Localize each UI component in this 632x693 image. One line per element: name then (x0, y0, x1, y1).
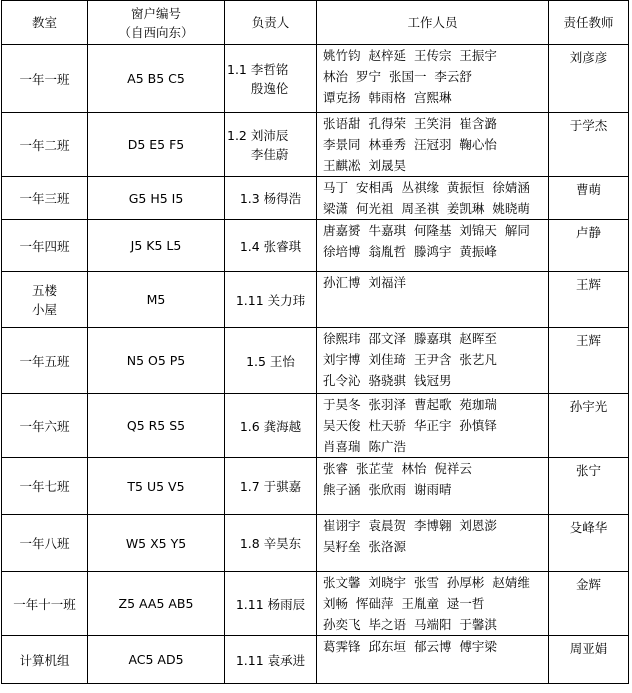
staff-cell (317, 458, 549, 515)
teacher-cell: 殳峰华 (549, 515, 629, 572)
table-row (2, 636, 629, 684)
classroom-cell: 一年五班 (2, 328, 88, 394)
classroom-cell: 一年二班 (2, 113, 88, 177)
window-cell: G5 H5 I5 (88, 177, 225, 220)
staff-line: 于昊冬 张羽泽 曹起歌 苑珈瑞 (323, 397, 497, 412)
staff-line: 孙汇博 刘福洋 (323, 275, 406, 290)
staff-line: 吴籽垒 张洛源 (323, 539, 406, 554)
assignment-table (1, 0, 629, 684)
staff-cell (317, 113, 549, 177)
staff-cell (317, 636, 549, 684)
window-cell: N5 O5 P5 (88, 328, 225, 394)
staff-line: 崔诩宇 袁晨贺 李博翱 刘恩澎 (323, 518, 497, 533)
staff-line: 梁潇 何光祖 周圣祺 姜凯琳 姚晓萌 (323, 201, 530, 216)
staff-line: 刘宇博 刘佳琦 王尹含 张艺凡 (323, 352, 497, 367)
window-cell: A5 B5 C5 (88, 45, 225, 113)
classroom-cell: 一年三班 (2, 177, 88, 220)
staff-line: 徐培博 翁胤哲 滕鸿宇 黄振峰 (323, 244, 497, 259)
window-cell: AC5 AD5 (88, 636, 225, 684)
teacher-cell: 刘彦彦 (549, 45, 629, 113)
header-leader: 负责人 (225, 1, 317, 45)
leader-cell: 1.6 龚海越 (225, 394, 317, 458)
teacher-cell: 周亚娟 (549, 636, 629, 684)
teacher-cell: 孙宇光 (549, 394, 629, 458)
teacher-cell: 王辉 (549, 272, 629, 328)
staff-cell (317, 177, 549, 220)
teacher-cell: 于学杰 (549, 113, 629, 177)
classroom-line1: 五楼 (31, 282, 57, 298)
staff-line: 张文馨 刘晓宇 张雪 孙厚彬 赵婧维 (323, 575, 530, 590)
header-classroom: 教室 (2, 1, 88, 45)
header-teacher: 责任教师 (549, 1, 629, 45)
header-window-line2: （自西向东） (118, 24, 194, 40)
table-row (2, 113, 629, 177)
table-row (2, 220, 629, 272)
table-row (2, 272, 629, 328)
staff-line: 徐熙玮 邵文泽 滕嘉琪 赵晖至 (323, 331, 497, 346)
leader-line2: 李佳蔚 (250, 146, 289, 162)
staff-cell (317, 572, 549, 636)
window-cell: T5 U5 V5 (88, 458, 225, 515)
staff-line: 姚竹钧 赵梓延 王传宗 王振宇 (323, 48, 497, 63)
classroom-cell: 一年七班 (2, 458, 88, 515)
classroom-cell: 一年八班 (2, 515, 88, 572)
window-cell: Q5 R5 S5 (88, 394, 225, 458)
table-row (2, 328, 629, 394)
table-row (2, 177, 629, 220)
classroom-cell: 计算机组 (2, 636, 88, 684)
classroom-cell: 一年一班 (2, 45, 88, 113)
staff-line: 刘畅 恽础萍 王胤童 逯一哲 (323, 596, 485, 611)
teacher-cell: 张宁 (549, 458, 629, 515)
staff-line: 马丁 安相禹 丛祺缘 黄振恒 徐婧涵 (323, 180, 530, 195)
staff-line: 熊子涵 张欣雨 谢雨晴 (323, 482, 452, 497)
classroom-cell (2, 272, 88, 328)
leader-cell: 1.4 张睿琪 (225, 220, 317, 272)
leader-cell: 1.11 杨雨辰 (225, 572, 317, 636)
leader-text (227, 126, 288, 164)
staff-cell (317, 45, 549, 113)
staff-cell (317, 272, 549, 328)
leader-text (227, 60, 288, 98)
classroom-line2: 小屋 (31, 301, 57, 317)
staff-cell (317, 328, 549, 394)
classroom-cell: 一年四班 (2, 220, 88, 272)
staff-line: 肖喜瑞 陈广浩 (323, 439, 406, 454)
staff-cell (317, 394, 549, 458)
header-window-line1: 窗户编号 (130, 5, 181, 21)
table-row (2, 45, 629, 113)
staff-line: 葛霁锋 邱东垣 郁云博 傅宇梁 (323, 639, 497, 654)
teacher-cell: 卢静 (549, 220, 629, 272)
staff-line: 林治 罗宁 张国一 李云舒 (323, 69, 472, 84)
leader-cell (225, 45, 317, 113)
leader-cell (225, 113, 317, 177)
table-row (2, 394, 629, 458)
leader-cell: 1.3 杨得浩 (225, 177, 317, 220)
staff-line: 谭克扬 韩雨格 宫熙琳 (323, 90, 452, 105)
window-cell: D5 E5 F5 (88, 113, 225, 177)
leader-cell: 1.11 袁承进 (225, 636, 317, 684)
staff-line: 吴天俊 杜天骄 华正宇 孙慎铎 (323, 418, 497, 433)
classroom-cell: 一年六班 (2, 394, 88, 458)
window-cell: J5 K5 L5 (88, 220, 225, 272)
staff-line: 李景同 林垂秀 汪冠羽 鞠心怡 (323, 137, 497, 152)
leader-cell: 1.7 于骐嘉 (225, 458, 317, 515)
staff-line: 孔令沁 骆骁骐 钱冠男 (323, 373, 452, 388)
teacher-cell: 金辉 (549, 572, 629, 636)
window-cell: W5 X5 Y5 (88, 515, 225, 572)
leader-line1: 1.2 刘沛辰 (227, 127, 289, 143)
leader-line2: 殷逸伦 (250, 80, 289, 96)
staff-cell (317, 220, 549, 272)
header-staff: 工作人员 (317, 1, 549, 45)
table-row (2, 458, 629, 515)
teacher-cell: 王辉 (549, 328, 629, 394)
leader-line1: 1.1 李哲铭 (227, 61, 289, 77)
leader-cell: 1.8 辛昊东 (225, 515, 317, 572)
leader-cell: 1.11 关力玮 (225, 272, 317, 328)
staff-line: 孙奕飞 毕之语 马端阳 于馨淇 (323, 617, 497, 632)
staff-cell (317, 515, 549, 572)
classroom-cell: 一年十一班 (2, 572, 88, 636)
leader-cell: 1.5 王怡 (225, 328, 317, 394)
table-row (2, 515, 629, 572)
table-row (2, 572, 629, 636)
header-window (88, 1, 225, 45)
window-cell: Z5 AA5 AB5 (88, 572, 225, 636)
teacher-cell: 曹萌 (549, 177, 629, 220)
staff-line: 唐嘉赟 牛嘉琪 何隆基 刘锦天 解同 (323, 223, 530, 238)
staff-line: 王麒凇 刘晟昊 (323, 158, 406, 173)
staff-line: 张睿 张芷莹 林怡 倪祥云 (323, 461, 472, 476)
window-cell: M5 (88, 272, 225, 328)
header-row (2, 1, 629, 45)
staff-line: 张语甜 孔得荣 王笑涓 崔含潞 (323, 116, 497, 131)
